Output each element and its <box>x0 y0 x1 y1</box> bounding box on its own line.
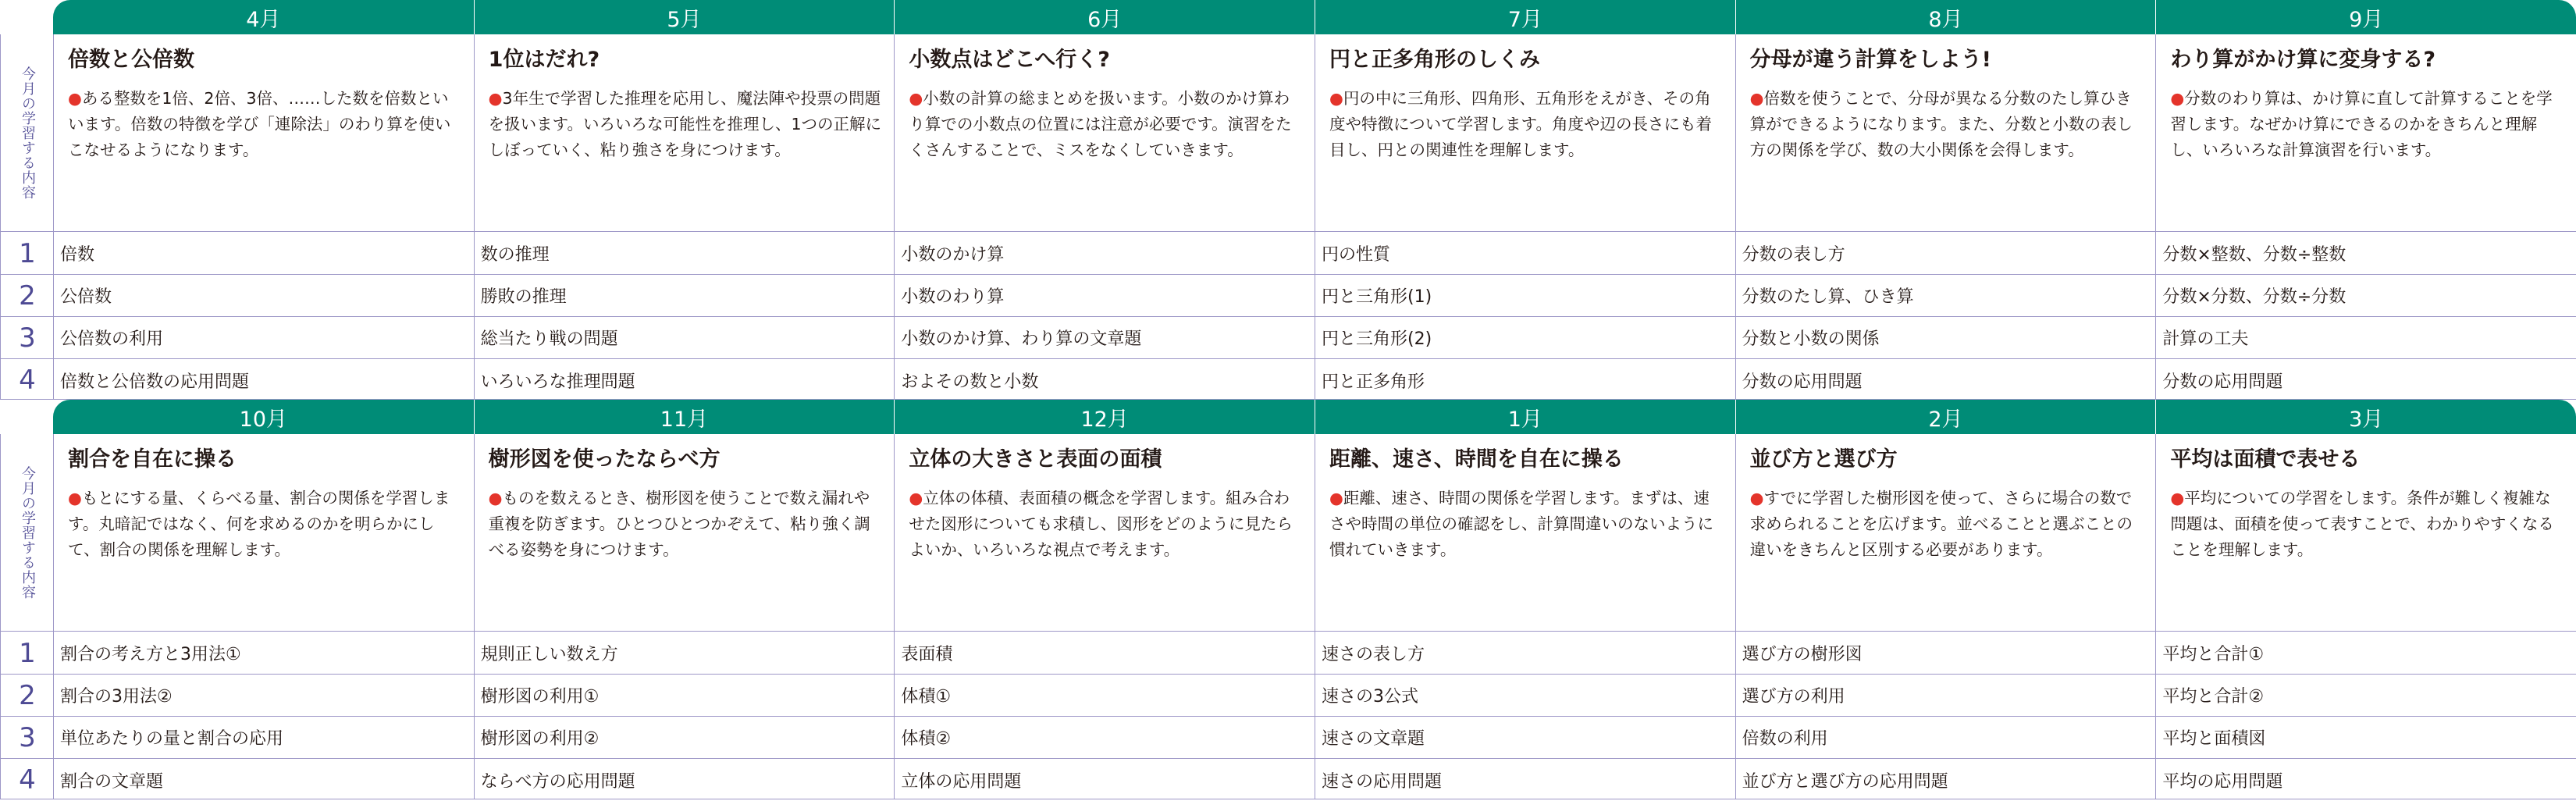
unit-title: 分母が違う計算をしよう! <box>1749 48 1991 72</box>
month-label: 2月 <box>1735 400 2156 434</box>
lesson-topic: 勝敗の推理 <box>475 275 895 317</box>
month-header-bar <box>53 400 2576 434</box>
month-column <box>895 434 1315 799</box>
bullet-icon: ● <box>1329 89 1343 108</box>
lesson-topic: 円と三角形(2) <box>1315 317 1735 359</box>
row-number: 1 <box>1 233 54 275</box>
unit-description-cell <box>54 434 474 632</box>
month-header-bar <box>53 0 2576 34</box>
month-label: 11月 <box>474 400 895 434</box>
unit-description-cell <box>895 34 1315 232</box>
lesson-topic: 公倍数 <box>54 275 474 317</box>
row-number: 3 <box>1 717 54 759</box>
bullet-icon: ● <box>2170 489 2185 507</box>
lesson-topic: 割合の文章題 <box>60 771 164 792</box>
bullet-icon: ● <box>909 89 923 108</box>
lesson-topic: 倍数と公倍数の応用問題 <box>60 372 250 392</box>
unit-description-text: 立体の体積、表面積の概念を学習します。組み合わせた図形についても求積し、図形をどのように見たらよいか、いろいろな視点で考えます。 <box>909 489 1293 559</box>
month-column <box>1315 34 1736 399</box>
lesson-topic: 分数の表し方 <box>1736 233 2156 275</box>
lesson-topic: 単位あたりの量と割合の応用 <box>54 717 474 759</box>
lesson-topic: 割合の考え方と3用法① <box>54 632 474 675</box>
lesson-topic: 平均の応用問題 <box>2162 771 2283 792</box>
row-number: 2 <box>1 275 54 317</box>
lesson-topic: 樹形図の利用② <box>475 717 895 759</box>
unit-title: 割合を自在に操る <box>68 447 237 472</box>
row-number: 4 <box>19 365 36 396</box>
unit-description <box>489 486 884 563</box>
month-column <box>895 34 1315 399</box>
lesson-topic: 割合の3用法② <box>54 675 474 717</box>
lesson-topic: 公倍数の利用 <box>54 317 474 359</box>
lesson-topic: 選び方の利用 <box>1736 675 2156 717</box>
side-column <box>0 434 53 799</box>
month-column <box>2156 34 2576 399</box>
lesson-topic: 倍数 <box>54 233 474 275</box>
unit-description-cell <box>475 34 895 232</box>
side-label-cell <box>1 34 54 232</box>
unit-description <box>1329 86 1724 163</box>
unit-description-text: 平均についての学習をします。条件が難しく複雑な問題は、面積を使って表すことで、わかりやすくなることを理解します。 <box>2170 489 2554 559</box>
lesson-topic: 速さの3公式 <box>1315 675 1735 717</box>
row-number: 1 <box>1 632 54 675</box>
unit-description <box>1750 86 2145 163</box>
month-label: 8月 <box>1735 0 2156 34</box>
unit-description-text: ものを数えるとき、樹形図を使うことで数え漏れや重複を防ぎます。ひとつひとつかぞえて、粘り強く調べる姿勢を身につけます。 <box>488 489 870 559</box>
lesson-topic: 平均と合計② <box>2156 675 2576 717</box>
bullet-icon: ● <box>68 89 82 108</box>
lesson-topic: 分数×分数、分数÷分数 <box>2156 275 2576 317</box>
unit-title: わり算がかけ算に変身する? <box>2170 48 2435 72</box>
lesson-topic: 小数のかけ算 <box>895 233 1315 275</box>
month-label: 1月 <box>1315 400 1735 434</box>
unit-description <box>909 86 1304 163</box>
lesson-topic: 選び方の樹形図 <box>1736 632 2156 675</box>
unit-title: 1位はだれ? <box>488 48 600 72</box>
bullet-icon: ● <box>1749 489 1764 507</box>
lesson-topic: 円の性質 <box>1315 233 1735 275</box>
bullet-icon: ● <box>1749 89 1764 108</box>
lesson-topic: 円と三角形(1) <box>1315 275 1735 317</box>
row-number: 4 <box>19 764 36 796</box>
lesson-topic: 速さの応用問題 <box>1322 771 1443 792</box>
month-grid <box>53 434 2576 799</box>
bullet-icon: ● <box>909 489 923 507</box>
month-label: 5月 <box>474 0 895 34</box>
unit-title: 平均は面積で表せる <box>2170 447 2361 472</box>
row-number: 3 <box>1 317 54 359</box>
lesson-topic: いろいろな推理問題 <box>480 372 635 392</box>
lesson-topic: 倍数の利用 <box>1736 717 2156 759</box>
month-column <box>475 434 895 799</box>
lesson-topic: およその数と小数 <box>901 372 1039 392</box>
unit-description-text: 円の中に三角形、四角形、五角形をえがき、その角度や特徴について学習します。角度や辺の長さにも着目し、円との関連性を理解します。 <box>1329 89 1712 159</box>
lesson-topic: 計算の工夫 <box>2156 317 2576 359</box>
unit-title: 小数点はどこへ行く? <box>909 48 1110 72</box>
lesson-topic: 円と正多角形 <box>1322 372 1425 392</box>
month-label: 12月 <box>894 400 1315 434</box>
unit-description <box>68 486 463 563</box>
unit-description-text: 倍数を使うことで、分母が異なる分数のたし算ひき算ができるようになります。また、分数と小数の表し方の関係を学び、数の大小関係を会得します。 <box>1749 89 2133 159</box>
lesson-topic: 表面積 <box>895 632 1315 675</box>
month-label: 4月 <box>246 7 281 32</box>
unit-description-text: すでに学習した樹形図を使って、さらに場合の数で求められることを広げます。並べることと選ぶことの違いをきちんと区別する必要があります。 <box>1749 489 2133 559</box>
side-column <box>0 34 53 400</box>
lesson-topic: 分数の応用問題 <box>1742 372 1863 392</box>
unit-title: 倍数と公倍数 <box>68 48 194 72</box>
lesson-topic: 平均と面積図 <box>2156 717 2576 759</box>
unit-description <box>2170 486 2565 563</box>
month-column <box>475 34 895 399</box>
lesson-topic: 小数のかけ算、わり算の文章題 <box>895 317 1315 359</box>
unit-description-cell <box>54 34 474 232</box>
month-column <box>54 34 475 399</box>
unit-description <box>1329 486 1724 563</box>
lesson-topic: 分数の応用問題 <box>2162 372 2283 392</box>
unit-title: 円と正多角形のしくみ <box>1329 48 1540 72</box>
unit-description-cell <box>2156 34 2576 232</box>
unit-description-text: 距離、速さ、時間の関係を学習します。まずは、速さや時間の単位の確認をし、計算間違いのないように慣れていきます。 <box>1329 489 1713 559</box>
unit-description-text: 3年生で学習した推理を応用し、魔法陣や投票の問題を扱います。いろいろな可能性を推理し、1つの正解にしぼっていく、粘り強さを身につけます。 <box>488 89 882 159</box>
bullet-icon: ● <box>68 489 82 507</box>
lesson-topic: 分数×整数、分数÷整数 <box>2156 233 2576 275</box>
lesson-topic: 分数のたし算、ひき算 <box>1736 275 2156 317</box>
month-column <box>2156 434 2576 799</box>
side-label: 今月の学習する内容 <box>20 66 36 200</box>
month-column <box>54 434 475 799</box>
lesson-topic: 小数のわり算 <box>895 275 1315 317</box>
unit-description-text: ある整数を1倍、2倍、3倍、……した数を倍数といいます。倍数の特徴を学び「連除法」のわり算を使いこなせるようになります。 <box>68 89 451 159</box>
side-label-cell <box>1 434 54 632</box>
lesson-topic: 体積② <box>895 717 1315 759</box>
row-number: 2 <box>1 675 54 717</box>
month-column <box>1736 34 2157 399</box>
lesson-topic: 速さの文章題 <box>1315 717 1735 759</box>
unit-description-cell <box>1315 34 1735 232</box>
month-label: 10月 <box>239 407 287 432</box>
unit-description <box>489 86 884 163</box>
unit-description-text: 分数のわり算は、かけ算に直して計算することを学習します。なぜかけ算にできるのかをきちんと理解し、いろいろな計算演習を行います。 <box>2170 89 2553 159</box>
bullet-icon: ● <box>488 489 503 507</box>
unit-description <box>1750 486 2145 563</box>
lesson-topic: ならべ方の応用問題 <box>480 771 635 792</box>
bullet-icon: ● <box>1329 489 1343 507</box>
month-label: 6月 <box>894 0 1315 34</box>
lesson-topic: 体積① <box>895 675 1315 717</box>
month-column <box>1736 434 2157 799</box>
month-label: 7月 <box>1315 0 1735 34</box>
unit-title: 距離、速さ、時間を自在に操る <box>1329 447 1624 472</box>
month-column <box>1315 434 1736 799</box>
unit-title: 立体の大きさと表面の面積 <box>909 447 1162 472</box>
lesson-topic: 速さの表し方 <box>1315 632 1735 675</box>
unit-title: 並び方と選び方 <box>1749 447 1898 472</box>
unit-description-cell <box>2156 434 2576 632</box>
lesson-topic: 並び方と選び方の応用問題 <box>1742 771 1948 792</box>
unit-description-cell <box>895 434 1315 632</box>
month-label: 9月 <box>2155 0 2576 34</box>
unit-description <box>909 486 1304 563</box>
lesson-topic: 総当たり戦の問題 <box>475 317 895 359</box>
side-label: 今月の学習する内容 <box>20 465 36 600</box>
unit-title: 樹形図を使ったならべ方 <box>488 447 720 472</box>
unit-description-cell <box>1736 34 2156 232</box>
unit-description <box>2170 86 2565 163</box>
unit-description-cell <box>1315 434 1735 632</box>
unit-description-cell <box>1736 434 2156 632</box>
bullet-icon: ● <box>488 89 503 108</box>
unit-description-text: もとにする量、くらべる量、割合の関係を学習します。丸暗記ではなく、何を求めるのかを明らかにして、割合の関係を理解します。 <box>68 489 450 559</box>
month-grid <box>53 34 2576 400</box>
lesson-topic: 樹形図の利用① <box>475 675 895 717</box>
month-label: 3月 <box>2155 400 2576 434</box>
lesson-topic: 数の推理 <box>475 233 895 275</box>
lesson-topic: 分数と小数の関係 <box>1736 317 2156 359</box>
lesson-topic: 平均と合計① <box>2156 632 2576 675</box>
lesson-topic: 立体の応用問題 <box>901 771 1022 792</box>
unit-description-text: 小数の計算の総まとめを扱います。小数のかけ算わり算での小数点の位置には注意が必要です。演習をたくさんすることで、ミスをなくしていきます。 <box>909 89 1292 159</box>
unit-description-cell <box>475 434 895 632</box>
lesson-topic: 規則正しい数え方 <box>475 632 895 675</box>
bullet-icon: ● <box>2170 89 2185 108</box>
unit-description <box>68 86 463 163</box>
